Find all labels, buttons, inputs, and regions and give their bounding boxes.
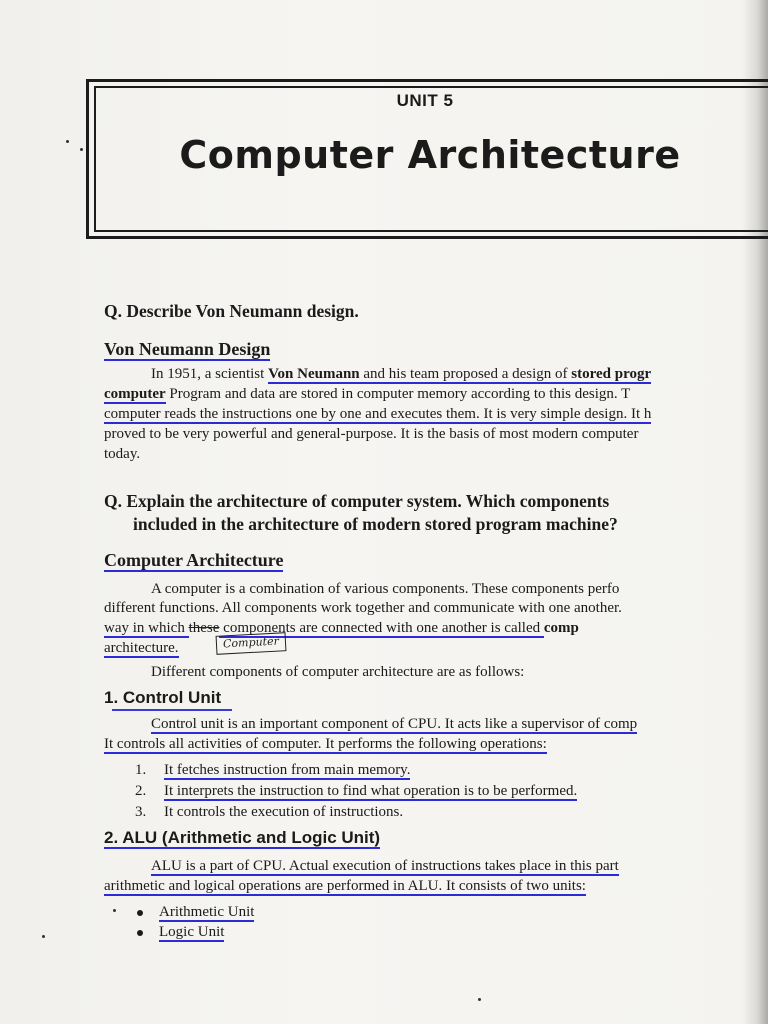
- heading-computer-architecture-text: Computer Architecture: [104, 550, 284, 570]
- question-2-line-1: Q. Explain the architecture of computer system. Which components: [104, 491, 610, 511]
- alu-line-2-a: arithmetic and logical operations are performed in ALU. It consists of two units:: [104, 878, 586, 894]
- question-2-line-2: included in the architecture of modern stored program machine?: [133, 514, 618, 534]
- cu-item-2-num: 2.: [135, 783, 147, 799]
- cu-item-3: [135, 802, 403, 822]
- q2-line-3-b: components are connected with one another is called: [219, 620, 544, 636]
- q1-line-4: proved to be very powerful and general-purpose. It is the basis of most modern computer: [104, 426, 639, 442]
- alu-line-2: [104, 876, 586, 896]
- cu-line-1-a: Control unit is an important component of CPU. It acts like a supervisor of comp: [151, 716, 638, 732]
- alu-item-1: [137, 902, 254, 922]
- page-title: Computer Architecture: [179, 133, 681, 177]
- q2-line-4: [104, 638, 179, 658]
- unit-label: UNIT 5: [396, 91, 454, 110]
- heading-control-unit: 1. Control Unit: [104, 688, 222, 707]
- q1-line-1: [151, 364, 651, 384]
- q1-line-1-a: In 1951, a scientist: [151, 366, 269, 382]
- heading-computer-architecture: [104, 550, 283, 570]
- q2-line-3: [104, 618, 579, 638]
- scan-speck: [42, 935, 45, 938]
- pen-underline-control-unit: [112, 709, 232, 711]
- question-1: Q. Describe Von Neumann design.: [104, 301, 359, 321]
- cu-item-3-text: It controls the execution of instructions.: [164, 804, 404, 820]
- cu-item-1-num: 1.: [135, 762, 147, 778]
- heading-alu-text: 2. ALU (Arithmetic and Logic Unit): [104, 828, 381, 847]
- q1-line-2-b: Program and data are stored in computer memory according to this design. T: [165, 386, 631, 402]
- cu-line-2: [104, 734, 547, 754]
- cu-line-2-a: It controls all activities of computer. It performs the following operations:: [104, 736, 547, 752]
- cu-item-3-num: 3.: [135, 804, 147, 820]
- q1-line-5: today.: [104, 446, 141, 462]
- alu-item-1-text: Arithmetic Unit: [159, 904, 255, 920]
- q2-line-1: A computer is a combination of various components. These components perfo: [151, 581, 620, 597]
- scan-speck: [113, 909, 116, 912]
- alu-item-2-text: Logic Unit: [159, 924, 225, 940]
- scan-speck: [66, 140, 69, 143]
- q1-line-2-a: computer: [104, 386, 166, 402]
- cu-item-2: [135, 781, 577, 801]
- q1-line-1-c: and his team proposed a design of: [359, 366, 572, 382]
- q1-line-1-d: stored progr: [571, 366, 652, 382]
- q1-line-3: [104, 404, 651, 424]
- q2-line-3-strike: these: [188, 620, 220, 636]
- scan-speck: [80, 148, 83, 151]
- q1-line-2: [104, 384, 630, 404]
- q2-line-3-a: way in which: [104, 620, 189, 636]
- cu-item-1-text: It fetches instruction from main memory.: [164, 762, 411, 778]
- cu-item-2-text: It interprets the instruction to find what operation is to be performed.: [164, 783, 578, 799]
- heading-alu: [104, 828, 380, 848]
- alu-line-1-a: ALU is a part of CPU. Actual execution of instructions takes place in this part: [151, 858, 619, 874]
- bullet-icon: [137, 910, 143, 916]
- q2-line-4-a: architecture.: [104, 640, 179, 656]
- q1-line-3-a: computer reads the instructions one by one and executes them. It is very simple design. It h: [104, 406, 652, 422]
- heading-von-neumann: [104, 339, 270, 359]
- q2-line-3-c: comp: [543, 620, 579, 636]
- q2-intro: Different components of computer architecture are as follows:: [151, 664, 525, 680]
- q2-line-2: different functions. All components work together and communicate with one another.: [104, 600, 622, 616]
- alu-line-1: [151, 856, 619, 876]
- scan-speck: [478, 998, 481, 1001]
- handwritten-note: Computer: [216, 632, 287, 655]
- heading-von-neumann-text: Von Neumann Design: [104, 339, 271, 359]
- cu-line-1: [151, 714, 637, 734]
- cu-item-1: [135, 760, 410, 780]
- q1-line-1-b: Von Neumann: [268, 366, 360, 382]
- alu-item-2: [137, 922, 224, 942]
- bullet-icon: [137, 930, 143, 936]
